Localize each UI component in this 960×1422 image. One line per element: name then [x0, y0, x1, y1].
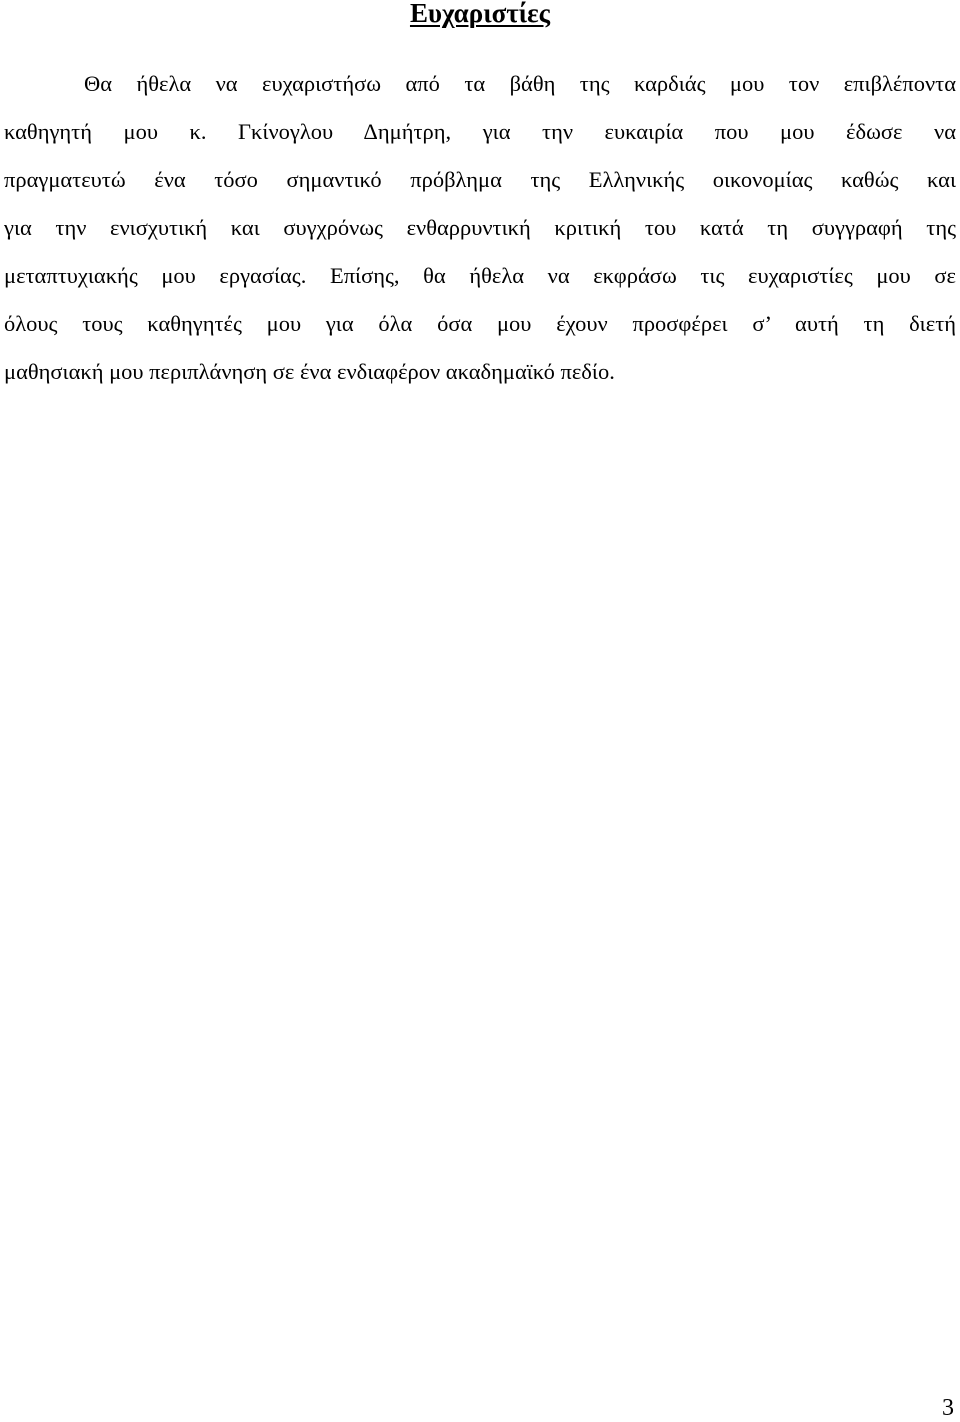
paragraph-line: για την ενισχυτική και συγχρόνως ενθαρρυντική κριτική του κατά τη συγγραφή της [4, 215, 956, 240]
page-number: 3 [942, 1395, 954, 1421]
paragraph-line: όλους τους καθηγητές μου για όλα όσα μου έχουν προσφέρει σ’ αυτή τη διετή [4, 311, 956, 336]
paragraph-line: καθηγητή μου κ. Γκίνογλου Δημήτρη, για την ευκαιρία που μου έδωσε να [4, 119, 956, 144]
acknowledgements-paragraph [4, 60, 956, 396]
paragraph-line: πραγματευτώ ένα τόσο σημαντικό πρόβλημα της Ελληνικής οικονομίας καθώς και [4, 167, 956, 192]
paragraph-line: Θα ήθελα να ευχαριστήσω από τα βάθη της καρδιάς μου τον επιβλέποντα [84, 71, 956, 96]
paragraph-line: μεταπτυχιακής μου εργασίας. Επίσης, θα ήθελα να εκφράσω τις ευχαριστίες μου σε [4, 263, 956, 288]
paragraph-line: μαθησιακή μου περιπλάνηση σε ένα ενδιαφέρον ακαδημαϊκό πεδίο. [4, 359, 615, 384]
page-title: Ευχαριστίες [409, 0, 551, 28]
